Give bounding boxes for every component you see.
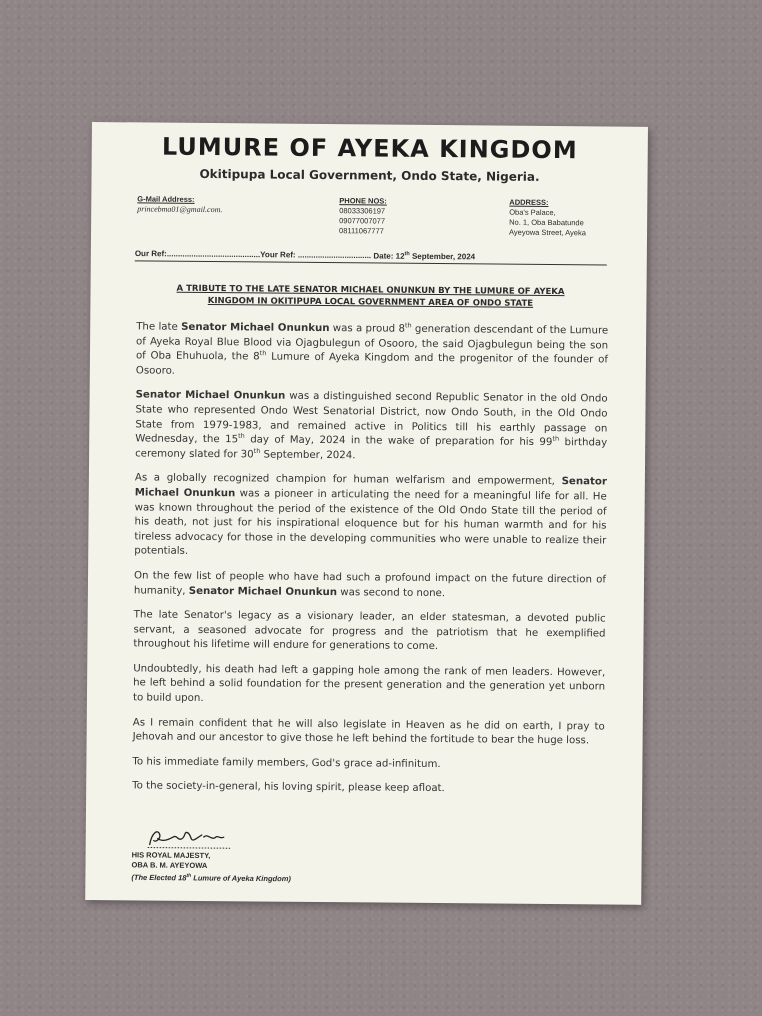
closing-line: To his immediate family members, God's grace ad-infinitum. [132, 756, 441, 770]
address-line: Oba's Palace, [509, 207, 556, 218]
phone-block [339, 196, 387, 236]
phone-number: 08033306197 [339, 206, 386, 216]
letterhead-subtitle: Okitipupa Local Government, Ondo State, Nigeria. [199, 166, 540, 184]
address-line: Ayeyowa Street, Ayeka [509, 227, 586, 238]
email-address: princebma01@gmail.com. [137, 204, 223, 215]
phone-number: 08111067777 [339, 226, 384, 236]
email-block [137, 194, 222, 215]
signatory [131, 850, 291, 884]
phone-number: 09077007077 [339, 216, 386, 226]
closing-line: To the society-in-general, his loving spirit, please keep afloat. [132, 780, 445, 795]
letter-body [132, 320, 608, 808]
signatory-role: (The Elected 18th Lumure of Ayeka Kingdom) [131, 872, 291, 884]
signatory-title: HIS ROYAL MAJESTY, [131, 850, 211, 861]
handwritten-signature [144, 824, 234, 851]
email-label: G-Mail Address: [137, 194, 195, 204]
paragraph: The late Senator Michael Onunkun was a proud 8th generation descendant of the Lumure of Ayeka Royal Blue Blood via Ojagbulegun of Osooro, the said Ojagbulegun being the son of Oba Ehuhuola, the 8th Lumure of Ayeka Kingdom and the progenitor of the founder of Osooro. [135, 321, 609, 377]
signature-block [131, 822, 332, 894]
your-ref: Your Ref: ................................. [260, 250, 372, 261]
date: Date: 12th September, 2024 [373, 250, 476, 262]
letter-paper [85, 122, 648, 905]
paragraph: As I remain confident that he will also legislate in Heaven as he did on earth, I pray to Jehovah and our ancestor to give those he left behind the fortitude to bear the huge loss. [132, 717, 605, 747]
paragraph: Senator Michael Onunkun was a distinguished second Republic Senator in the old Ondo State who represented Ondo West Senatorial District, now Ondo South, in the Old Ondo State from 1979-1983, and remained active in Politics till his earthly passage on Wednesday, the 15th day of May, 2024 in the wake of preparation for his 99th birthday ceremony slated for 30th September, 2024. [135, 389, 608, 462]
paragraph: On the few list of people who have had such a profound impact on the future direction of humanity, Senator Michael Onunkun was second to none. [133, 570, 607, 599]
address-line: No. 1, Oba Babatunde [509, 217, 584, 228]
paragraph: As a globally recognized champion for human welfarism and empowerment, Senator Michael Onunkun was a pioneer in articulating the need for a meaningful life for all. He was known throughout the period of the existence of the Old Ondo State till the period of his death, not just for his inspirational eloquence but for his human warmth and for his tireless advocacy for those in the developing communities who were unable to realize their potentials. [134, 472, 607, 558]
letterhead-title: LUMURE OF AYEKA KINGDOM [161, 132, 578, 165]
paragraph: The late Senator's legacy as a visionary leader, an elder statesman, a devoted public servant, a seasoned advocate for progress and the patriotism that he exemplified throughout his lifetime will endure for generations to come. [133, 609, 606, 653]
signatory-name: OBA B. M. AYEYOWA [131, 860, 208, 871]
phone-label: PHONE NOS: [339, 196, 387, 206]
our-ref: Our Ref:.......................................... [134, 249, 261, 260]
reference-line [135, 248, 607, 265]
address-block [509, 198, 586, 239]
tribute-heading: A TRIBUTE TO THE LATE SENATOR MICHAEL ONUNKUN BY THE LUMURE OF AYEKA KINGDOM IN OKITIPUPA LOCAL GOVERNMENT AREA OF ONDO STATE [176, 283, 565, 309]
address-label: ADDRESS: [509, 197, 549, 207]
paragraph: Undoubtedly, his death had left a gapping hole among the rank of men leaders. However, he left behind a solid foundation for the present generation and the generation yet unborn to build upon. [132, 663, 606, 705]
